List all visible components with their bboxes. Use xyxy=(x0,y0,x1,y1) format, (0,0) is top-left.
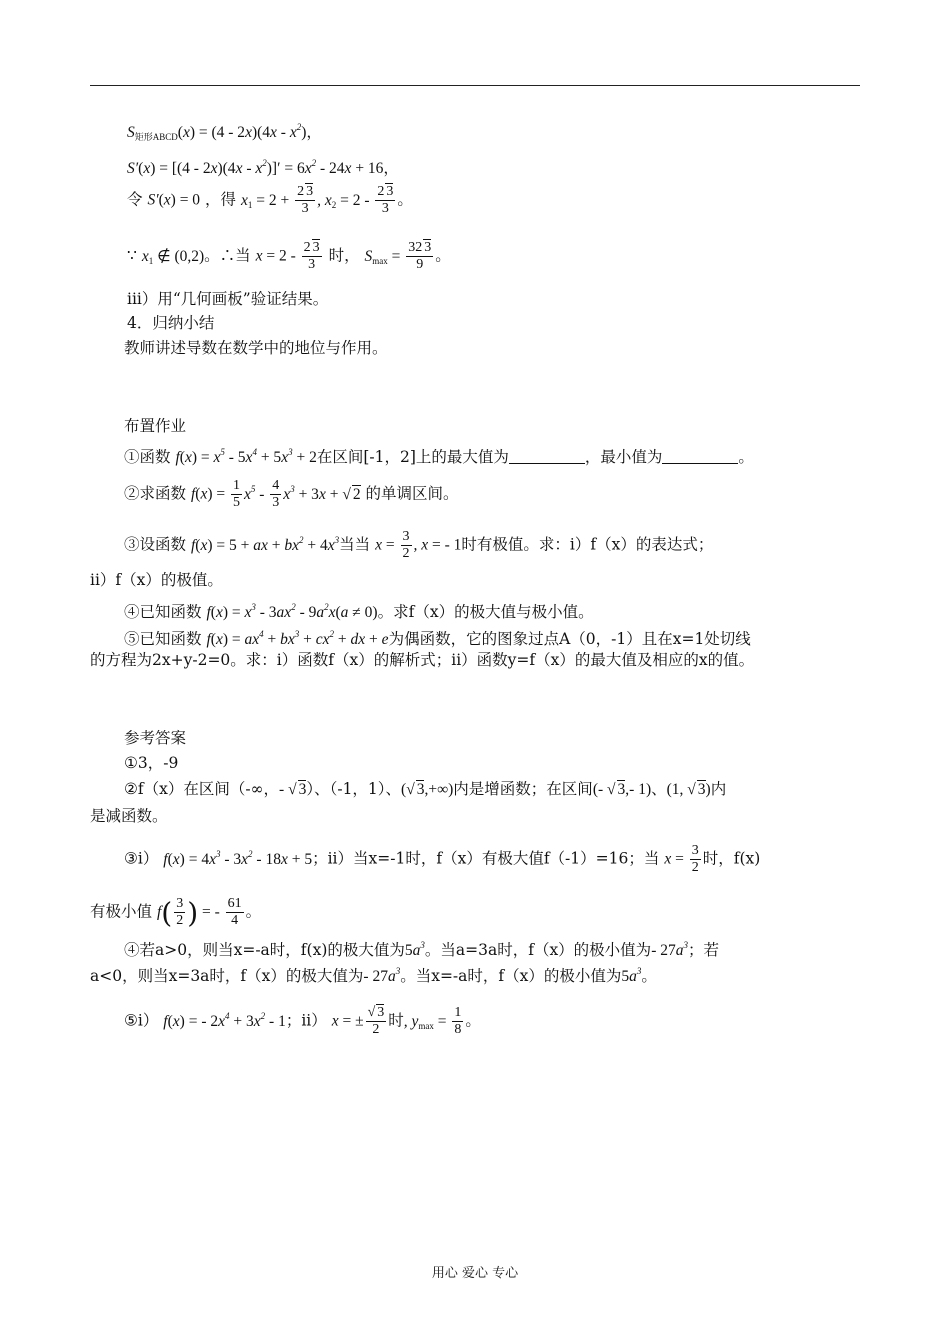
critical-points-line: 令 S′(x) = 0 ，得 $x_1 = 2$ + $\frac{2 3}{3}$ , $x_2 = 2$ - $\frac{2 3}{3}$ 。 xyxy=(127,184,413,216)
formula-derivative: $S'(x) = [(4 - 2x)(4x - x^2)]' = 6x^2 - 24x + 16$， xyxy=(127,158,399,177)
formula-area: $S_{矩形ABCD}(x) = (4 - 2x)(4x - x^2)$， xyxy=(127,122,322,142)
answer-3: ③i） $f(x) = 4x^3 - 3x^2 - 18x + 5$；ii）当x=-1时，f（x）有极大值f（-1）=16；当 x = $\frac{3}{2}$ 时，f(x) xyxy=(124,843,761,875)
homework-item-4: ④已知函数 $f(x) = x^3 - 3ax^2 - 9a^2x(a \ne 0)$。求f（x）的极大值与极小值。 xyxy=(124,602,594,621)
homework-item-3: ③设函数 f(x) = 5 + ax + $bx^2 + 4x^3$当当 x = $\frac{3}{2}$ , x = - 1时有极值。求：i）f（x）的表达式； xyxy=(124,529,714,561)
verify-line: iii）用“几何画板”验证结果。 xyxy=(127,290,329,308)
max-area-line: ∵ $x_1$ ∉ (0,2)。∴当 x = 2 - $\frac{2 3}{3}$ 时， $S_{max}$ = $\frac{32 3}{9}$ 。 xyxy=(127,240,451,272)
homework-heading: 布置作业 xyxy=(124,417,187,435)
homework-item-5-cont: 的方程为2x+y-2=0。求：i）函数f（x）的解析式；ii）函数y=f（x）的最大值及相应的x的值。 xyxy=(90,651,755,669)
answers-heading: 参考答案 xyxy=(124,729,187,747)
answer-2: ②f（x）在区间（-∞，- √ 3）、（-1，1）、(√ 3,+∞)内是增函数；在区间(- √ 3,- 1)、(1, √ 3)内 xyxy=(124,780,727,798)
answer-1: ①3，-9 xyxy=(124,754,179,772)
text-let: 令 xyxy=(127,190,143,209)
answer-3-cont: 有极小值 f( $\frac{3}{2}$ ) = - $\frac{61}{4}$ 。 xyxy=(90,896,262,930)
homework-item-3-cont: ii）f（x）的极值。 xyxy=(90,571,223,589)
summary-text: 教师讲述导数在数学中的地位与作用。 xyxy=(124,339,388,357)
homework-item-1: ①函数 $f(x) = x^5 - 5x^4 + 5x^3 + 2$在区间[-1，2]上的最大值为 ，最小值为 。 xyxy=(124,447,754,466)
section-summary-heading: 4．归纳小结 xyxy=(127,314,215,332)
homework-item-2: ②求函数 f(x) = $\frac{1}{5}$ $x^5$ - $\frac{4}{3}$ $x^3 + 3x$ + √ 2 的单调区间。 xyxy=(124,478,459,510)
answer-4: ④若a>0，则当x=-a时，f(x)的极大值为$5a^3$。当a=3a时，f（x）的极小值为- $27a^3$；若 xyxy=(124,940,719,959)
answer-blank-max xyxy=(509,449,585,464)
answer-5: ⑤i） f(x) = - $2x^4 + 3x^2 - 1$；ii） x = ± $\frac{√ 3}{2}$ 时, $y_{max}$ = $\frac{1}{8}$ 。 xyxy=(124,1005,481,1037)
homework-item-5: ⑤已知函数 $f(x) = ax^4 + bx^3 + cx^2$ + dx + e为偶函数，它的图象过点A（0，-1）且在x=1处切线 xyxy=(124,629,751,648)
answer-blank-min xyxy=(662,449,738,464)
answer-2-cont: 是减函数。 xyxy=(90,807,168,825)
answer-4-cont: a<0，则当x=3a时，f（x）的极大值为- $27a^3$。当x=-a时，f（x）的极小值为$5a^3$。 xyxy=(90,966,657,985)
header-rule xyxy=(90,85,860,86)
page-footer: 用心 爱心 专心 xyxy=(431,1266,519,1281)
